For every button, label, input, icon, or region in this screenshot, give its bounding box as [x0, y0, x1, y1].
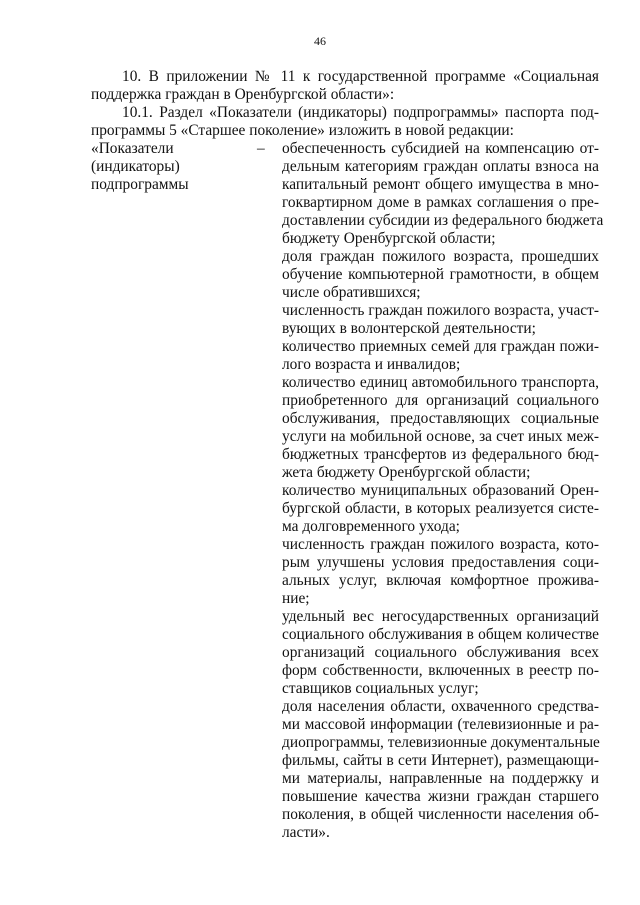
- indicator-line: капитальный ремонт общего имущества в мно-: [282, 176, 599, 193]
- indicator-line: обучение компьютерной грамотности, в общем: [282, 266, 599, 283]
- indicator-line: доля населения области, охваченного средства-: [282, 698, 599, 715]
- indicator-line: гоквартирном доме в рамках соглашения о пре-: [282, 194, 599, 211]
- indicator-line: приобретенного для организаций социального: [282, 392, 599, 409]
- indicator-line: форм собственности, включенных в реестр по-: [282, 662, 599, 679]
- indicator-line: бюджетных трансфертов из федерального бюд-: [282, 446, 599, 463]
- indicator-line: диопрограммы, телевизионные документальные: [282, 734, 600, 751]
- indicator-line: обеспеченность субсидией на компенсацию от-: [282, 140, 599, 157]
- indicator-line: доставлении субсидии из федерального бюджета: [282, 212, 604, 229]
- label-line-1: «Показатели: [91, 140, 174, 157]
- indicator-line: количество единиц автомобильного транспорта,: [282, 374, 599, 391]
- indicator-line: дельным категориям граждан оплаты взноса на: [282, 158, 599, 175]
- label-line-2: (индикаторы): [91, 158, 180, 175]
- indicator-line: ми материалы, направленные на поддержку и: [282, 770, 599, 787]
- indicator-line: числе обратившихся;: [282, 284, 421, 301]
- intro-line-4: программы 5 «Старшее поколение» изложить в новой редакции:: [91, 122, 514, 139]
- indicator-line: бургской области, в которых реализуется систе-: [282, 500, 599, 517]
- dash-separator: –: [257, 140, 265, 157]
- indicator-line: численность граждан пожилого возраста, кото-: [282, 536, 599, 553]
- page-number: 46: [314, 34, 326, 48]
- indicator-line: ласти».: [282, 824, 330, 841]
- indicator-line: численность граждан пожилого возраста, участ-: [282, 302, 599, 319]
- indicator-line: фильмы, сайты в сети Интернет), размещающи-: [282, 752, 599, 769]
- indicator-line: ние;: [282, 590, 310, 607]
- indicator-line: ма долговременного ухода;: [282, 518, 460, 535]
- indicator-line: обслуживания, предоставляющих социальные: [282, 410, 599, 427]
- indicator-line: услуги на мобильной основе, за счет иных меж-: [282, 428, 599, 445]
- indicator-line: альных услуг, включая комфортное прожива-: [282, 572, 599, 589]
- indicator-line: вующих в волонтерской деятельности;: [282, 320, 536, 337]
- indicator-line: поколения, в общей численности населения об-: [282, 806, 599, 823]
- indicator-line: жета бюджету Оренбургской области;: [282, 464, 531, 481]
- intro-line-1: 10. В приложении № 11 к государственной программе «Социальная: [122, 68, 599, 85]
- intro-line-2: поддержка граждан в Оренбургской области»:: [91, 86, 395, 103]
- indicator-line: количество приемных семей для граждан пожи-: [282, 338, 599, 355]
- intro-line-3: 10.1. Раздел «Показатели (индикаторы) подпрограммы» паспорта под-: [122, 104, 599, 121]
- indicator-line: лого возраста и инвалидов;: [282, 356, 461, 373]
- indicator-line: социального обслуживания в общем количестве: [282, 626, 599, 643]
- indicator-line: ставщиков социальных услуг;: [282, 680, 479, 697]
- indicator-line: бюджету Оренбургской области;: [282, 230, 496, 247]
- indicator-line: доля граждан пожилого возраста, прошедших: [282, 248, 599, 265]
- label-line-3: подпрограммы: [91, 176, 189, 193]
- indicator-line: рым улучшены условия предоставления соци-: [282, 554, 599, 571]
- indicator-line: ми массовой информации (телевизионные и ра-: [282, 716, 599, 733]
- indicator-line: повышение качества жизни граждан старшего: [282, 788, 599, 805]
- indicator-line: организаций социального обслуживания всех: [282, 644, 599, 661]
- indicator-line: количество муниципальных образований Орен-: [282, 482, 599, 499]
- indicator-line: удельный вес негосударственных организаций: [282, 608, 599, 625]
